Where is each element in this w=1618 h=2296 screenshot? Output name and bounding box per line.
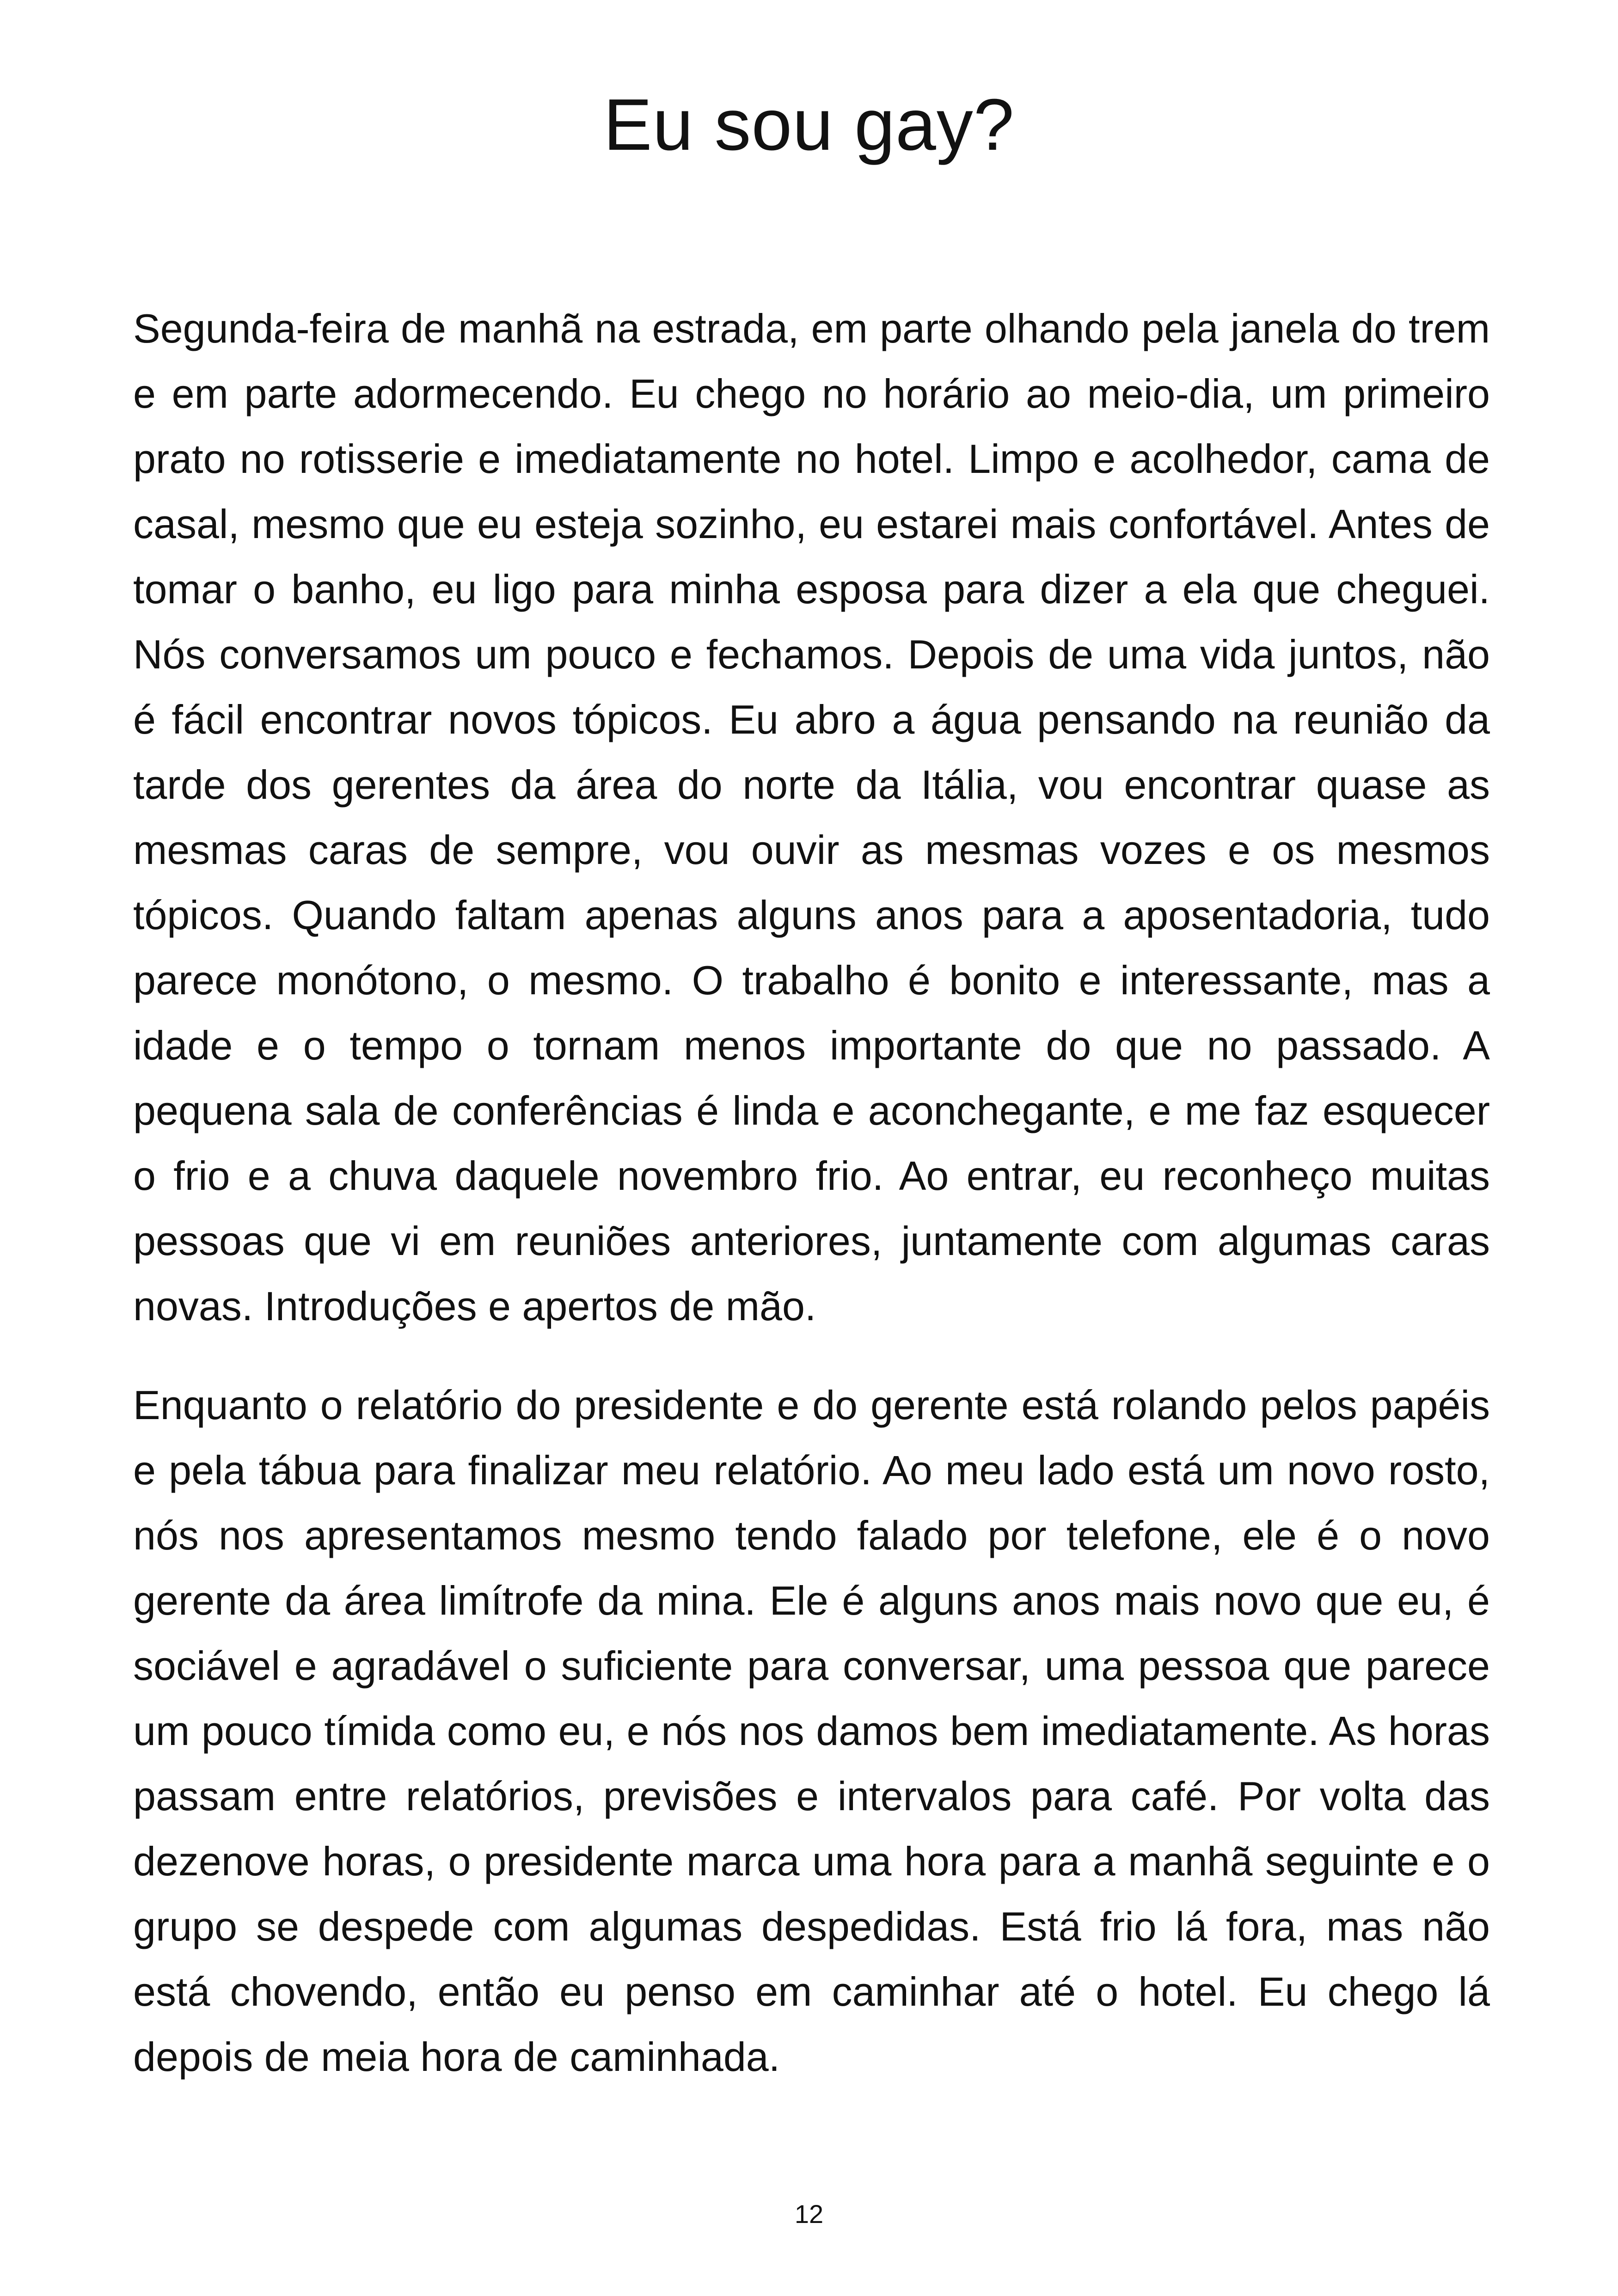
page-number: 12 bbox=[794, 2199, 824, 2229]
page-title: Eu sou gay? bbox=[603, 84, 1015, 165]
paragraph-2: Enquanto o relatório do presidente e do gerente está rolando pelos papéis e pela tábua para finalizar meu relatório. Ao meu lado está um novo rosto, nós nos apresentamos mesmo tendo falado por telefone, ele é o novo gerente da área limítrofe da mina. Ele é alguns anos mais novo que eu, é sociável e agradável o suficiente para conversar, uma pessoa que parece um pouco tímida como eu, e nós nos damos bem imediatamente. As horas passam entre relatórios, previsões e intervalos para café. Por volta das dezenove horas, o presidente marca uma hora para a manhã seguinte e o grupo se despede com algumas despedidas. Está frio lá fora, mas não está chovendo, então eu penso em caminhar até o hotel. Eu chego lá depois de meia hora de caminhada. bbox=[133, 1382, 1490, 2080]
paragraph-1: Segunda-feira de manhã na estrada, em parte olhando pela janela do trem e em parte adormecendo. Eu chego no horário ao meio-dia, um primeiro prato no rotisserie e imediatamente no hotel. Limpo e acolhedor, cama de casal, mesmo que eu esteja sozinho, eu estarei mais confortável. Antes de tomar o banho, eu ligo para minha esposa para dizer a ela que cheguei. Nós conversamos um pouco e fechamos. Depois de uma vida juntos, não é fácil encontrar novos tópicos. Eu abro a água pensando na reunião da tarde dos gerentes da área do norte da Itália, vou encontrar quase as mesmas caras de sempre, vou ouvir as mesmas vozes e os mesmos tópicos. Quando faltam apenas alguns anos para a aposentadoria, tudo parece monótono, o mesmo. O trabalho é bonito e interessante, mas a idade e o tempo o tornam menos importante do que no passado. A pequena sala de conferências é linda e aconchegante, e me faz esquecer o frio e a chuva daquele novembro frio. Ao entrar, eu reconheço muitas pessoas que vi em reuniões anteriores, juntamente com algumas caras novas. Introduções e apertos de mão. bbox=[133, 306, 1490, 1329]
body-text bbox=[133, 296, 1490, 2123]
